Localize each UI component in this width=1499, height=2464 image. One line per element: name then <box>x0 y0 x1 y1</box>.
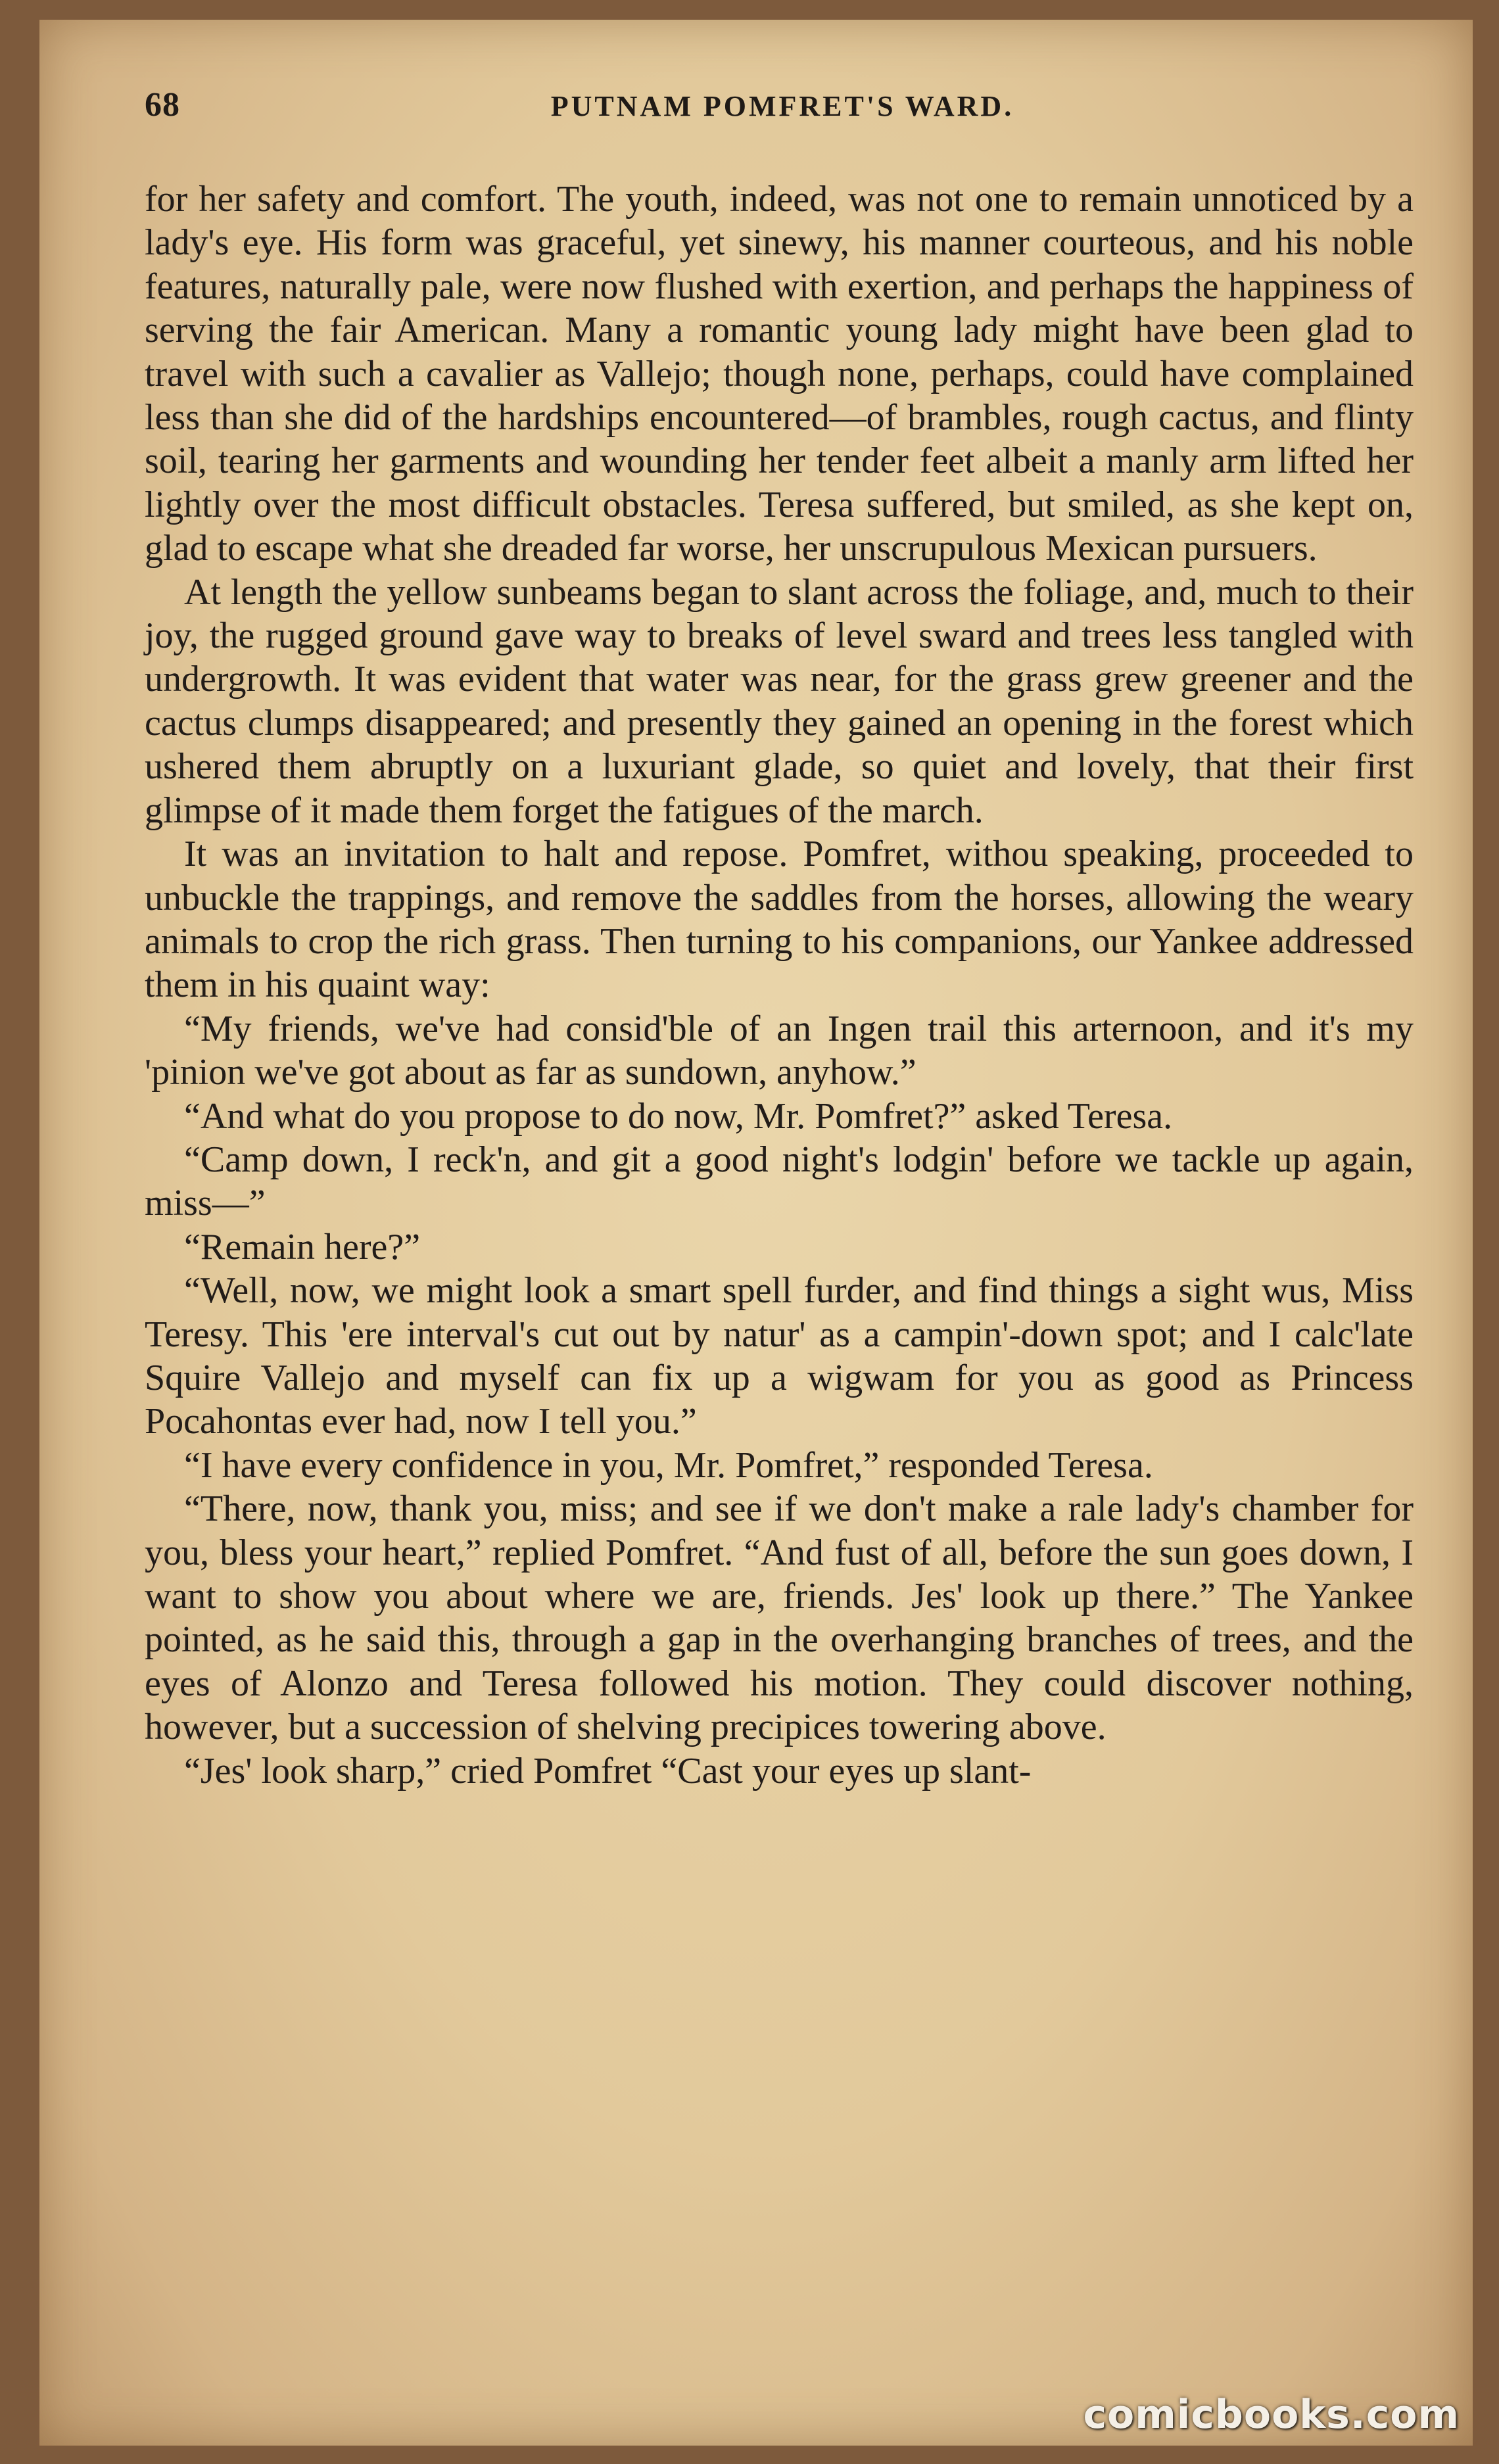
watermark: comicbooks.com <box>1083 2392 1460 2438</box>
paragraph: “There, now, thank you, miss; and see if we don't make a rale lady's chamber for you, bless your heart,” replied Pomfret. “And fust of all, before the sun goes down, I want to show you about where we are, friends. Jes' look up there.” The Yankee pointed, as he said this, through a gap in the overhanging branches of trees, and the eyes of Alonzo and Teresa followed his motion. They could discover nothing, however, but a succession of shelving precipices towering above. <box>145 1488 1414 1748</box>
paragraph: “And what do you propose to do now, Mr. Pomfret?” asked Teresa. <box>184 1095 1173 1137</box>
running-title: PUTNAM POMFRET'S WARD. <box>550 90 1014 122</box>
book-page <box>39 20 1473 2446</box>
page-header <box>145 85 1420 138</box>
paragraph: “I have every confidence in you, Mr. Pomfret,” responded Teresa. <box>184 1444 1153 1486</box>
paragraph: It was an invitation to halt and repose. Pomfret, withou speaking, proceeded to unbuckle the trappings, and remove the saddles from the horses, allowing the weary animals to crop the rich grass. Then turning to his companions, our Yankee addressed them in his quaint way: <box>145 834 1414 1006</box>
page-number: 68 <box>145 86 180 124</box>
paragraph: “My friends, we've had consid'ble of an Ingen trail this arternoon, and it's my 'pinion we've got about as far as sundown, anyhow.” <box>145 1008 1414 1093</box>
paragraph: “Camp down, I reck'n, and git a good night's lodgin' before we tackle up again, miss—” <box>145 1139 1414 1224</box>
paragraph: “Jes' look sharp,” cried Pomfret “Cast your eyes up slant- <box>184 1750 1032 1791</box>
paragraph: “Well, now, we might look a smart spell furder, and find things a sight wus, Miss Teresy. This 'ere interval's cut out by natur' as a campin'-down spot; and I calc'late Squire Vallejo and myself can fix up a wigwam for you as good as Princess Pocahontas ever had, now I tell you.” <box>145 1270 1414 1442</box>
paragraph: At length the yellow sunbeams began to slant across the foliage, and, much to their joy, the rugged ground gave way to breaks of level sward and trees less tangled with undergrowth. It was evident that water was near, for the grass grew greener and the cactus clumps disappeared; and presently they gained an opening in the forest which ushered them abruptly on a luxuriant glade, so quiet and lovely, that their first glimpse of it made them forget the fatigues of the march. <box>145 571 1414 831</box>
paragraph: “Remain here?” <box>184 1226 421 1268</box>
body-text <box>145 178 1414 1793</box>
paragraph: for her safety and comfort. The youth, indeed, was not one to remain unnoticed by a lady's eye. His form was graceful, yet sinewy, his manner courteous, and his noble features, naturally pale, were now flushed with exertion, and perhaps the happiness of serving the fair American. Many a romantic young lady might have been glad to travel with such a cavalier as Vallejo; though none, perhaps, could have complained less than she did of the hardships encountered—of brambles, rough cactus, and flinty soil, tearing her garments and wounding her tender feet albeit a manly arm lifted her lightly over the most difficult obstacles. Teresa suffered, but smiled, as she kept on, glad to escape what she dreaded far worse, her unscrupulous Mexican pursuers. <box>145 179 1414 569</box>
